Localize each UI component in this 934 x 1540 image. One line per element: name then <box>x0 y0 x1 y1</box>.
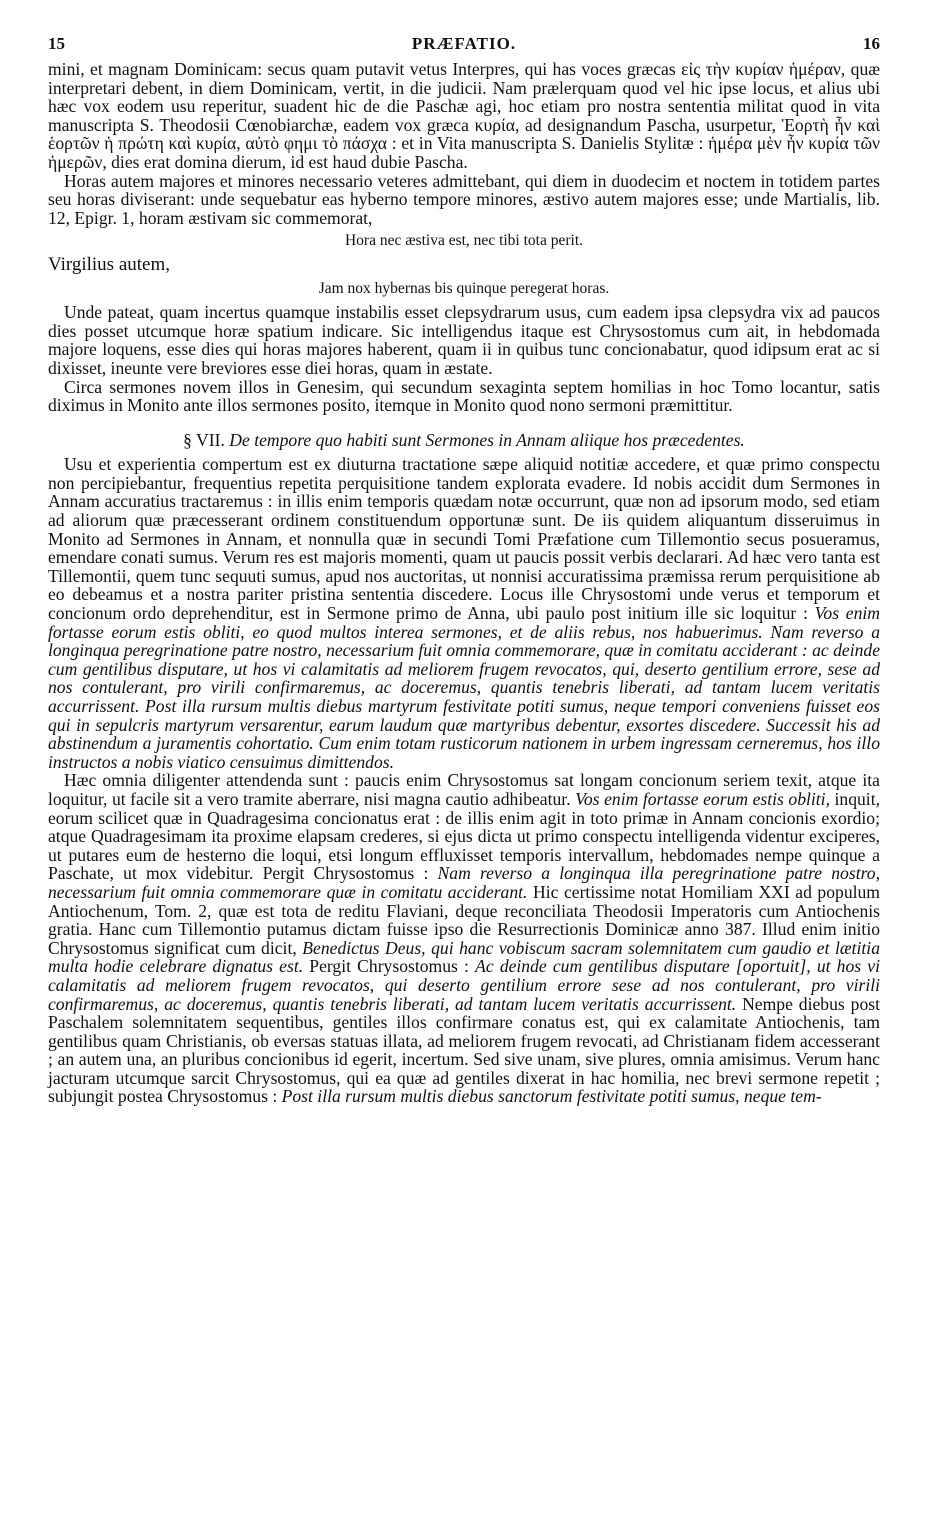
body-text <box>48 60 880 1106</box>
running-title: PRÆFATIO. <box>411 34 517 53</box>
paragraph-5 <box>48 455 880 771</box>
paragraph-4: Circa sermones novem illos in Genesim, qui secundum sexaginta septem homilias in hoc Tomo locantur, satis diximus in Monito ante illos sermones posito, itemque in Monito quod nono sermoni præmittitur. <box>48 376 880 416</box>
paragraph-1: mini, et magnam Dominicam: secus quam putavit vetus Interpres, qui has voces græcas εἰς τὴν κυρίαν ἡμέραν, quæ interpretari debent, in diem Dominicam, vertit, in die judicii. Nam prælerquam quod vel hic ipse locus, et alius ubi hæc vox eodem usu reperitur, suadent hic de die Paschæ agi, hoc etiam pro nostra sententia militat quod in vita manuscripta S. Theodosii Cœnobiarchæ, eadem vox græca κυρία, ad designandum Pascha, usurpetur, Ἑορτὴ ἦν καὶ ἑορτῶν ἡ πρώτη καὶ κυρία, αὐτὸ φημι τὸ πάσχα : et in Vita manuscripta S. Danielis Stylitæ : ἡμέρα μὲν ἦν κυρία τῶν ἡμερῶν, dies erat domina dierum, id est haud dubie Pascha. <box>48 59 880 172</box>
section-title-text: De tempore quo habiti sunt Sermones in Annam aliique hos præcedentes. <box>229 429 745 450</box>
paragraph-6-text-b: inquit, eorum scilicet quæ in Quadragesima concionatus erat : de illis enim agit in toto primæ in Annam concionis exordio; atque Quadragesimam ita proxime elapsam crederes, si ejus dicta ut primo conspectu intelligenda videntur exciperes, ut putares eum de hesterno die loqui, etsi longum effluxisset temporis intervallum, hebdomades nempe quinque a Paschate, ut mox videbitur. Pergit Chrysostomus : <box>48 788 880 884</box>
page-number-left: 15 <box>48 34 65 53</box>
quote-5: Ac deinde cum gentilibus disputare [oportuit], ut hos vi calamitatis ad meliorem frugem revocatos, qui deserto gentilium errore sese ad nos contulerant, pro virili confirmaremus, ac doceremus, quantis tenebris liberati, ad tantam lucem veritatis accurrissent. <box>48 956 880 1014</box>
quote-6: Post illa rursum multis diebus sanctorum festivitate potiti sumus, neque tem- <box>281 1086 822 1107</box>
quote-4: Benedictus Deus, qui hanc vobiscum sacram solemnitatem cum gaudio et lætitia multa hodie celebrare dignatus est. <box>48 937 880 977</box>
verse-virgil: Jam nox hybernas bis quinque peregerat horas. <box>318 279 610 297</box>
paragraph-3: Unde pateat, quam incertus quamque instabilis esset clepsydrarum usus, cum eadem ipsa clepsydra vix ad paucos dies posset utcumque horæ spatium indicare. Sic intelligendus itaque est Chrysostomus cum ait, in hebdomada majore loquens, esse dies qui horas majores haberent, quam ii in quibus tunc concionabatur, quod idipsum erat ac si dixisset, ineunte vere breviores esse diei horas, quam in æstate. <box>48 302 880 378</box>
paragraph-6-text-d: Pergit Chrysostomus : <box>309 956 469 977</box>
verse-martial: Hora nec æstiva est, nec tibi tota perit. <box>344 232 584 250</box>
paragraph-2: Horas autem majores et minores necessario veteres admittebant, qui diem in duodecim et noctem in totidem partes seu horas diviserant: unde sequebatur eas hyberno tempore minores, æstivo autem majores esse; unde Martialis, lib. 12, Epigr. 1, horam æstivam sic commemorat, <box>48 170 880 228</box>
paragraph-6-text-a: Hæc omnia diligenter attendenda sunt : paucis enim Chrysostomus sat longam concionum seriem texit, atque ita loquitur, ut facile sit a vero tramite aberrare, nisi magna cautio adhibeatur. <box>48 770 880 809</box>
section-number: § VII. <box>183 429 225 450</box>
paragraph-6-text-e: Nempe diebus post Paschalem solemnitatem sequentibus, gentiles illos confirmare conatus est, qui ex calamitate Antiochenis, tam gentilibus quam Christianis, ob eversas statuas illata, ad meliorem frugem revocati, ad Christianam fidem accesserant ; an autem una, an pluribus concionibus id egerit, incertum. Sed sive unam, sive plures, omnia amisimus. Verum hanc jacturam utcumque sarcit Chrysostomus, qui ea quæ ad gentiles dixerat in hac homilia, nec brevi sermone repetit ; subjungit postea Chrysostomus : <box>48 993 880 1107</box>
quote-1: Vos enim fortasse eorum estis obliti, eo quod multos interea sermones, et de aliis rebus, nos habuerimus. Nam reverso a longinqua peregrinatione patre nostro, necessarium fuit omnia commemorare, quæ in comitatu acciderant : ac deinde cum gentilibus disputare, ut hos vi calamitatis ad meliorem frugem revocatos, qui, deserto gentilium errore, sese ad nos contulerant, pro virili confirmaremus, ac doceremus, quantis tenebris liberati, ad tantam lucem veritatis accurrissent. Post illa rursum multis diebus martyrum festivitate potiti sumus, neque tempori conveniens fuisset eos qui in sepulcris martyrum versarentur, earum laudum quæ martyribus debentur, exsortes discedere. Successit his ad abstinendum a juramentis cohortatio. Cum enim totam rusticorum nationem in urbem ingressam cerneremus, hos illo instructos a nobis viatico censuimus dimittendos. <box>48 603 880 772</box>
paragraph-6-text-c: Hic certissime notat Homiliam XXI ad populum Antiochenum, Tom. 2, quæ est tota de reditu Flaviani, deque reconciliata Theodosii Imperatoris cum Antiochenis gratia. Hanc cum Tillemontio putamus dictam fuisse ipso die Resurrectionis Dominicæ anno 387. Illud enim initio Chrysostomus significat cum dicit, <box>48 881 880 958</box>
quote-2: Vos enim fortasse eorum estis obliti, <box>575 788 830 809</box>
paragraph-6 <box>48 771 880 1106</box>
section-heading <box>48 431 880 450</box>
virgil-intro: Virgilius autem, <box>48 253 170 275</box>
page-number-right: 16 <box>863 34 880 53</box>
quote-3: Nam reverso a longinqua illa peregrinatione patre nostro, necessarium fuit omnia commemorare quæ in comitatu acciderant. <box>48 863 880 902</box>
paragraph-5-text: Usu et experientia compertum est ex diuturna tractatione sæpe aliquid notitiæ accedere, et quæ primo conspectu non percipiebantur, frequentius repetita perquisitione tandem explorata evadere. Id nobis accidit dum Sermones in Annam accuratius tractaremus : in illis enim temporis quædam notæ occurrunt, quæ non ad ipsorum modo, sed etiam ad aliorum quæ præcesserant ordinem constituendum opportunæ sunt. De iis quidem aliquantum disseruimus in Monito ad Sermones in Annam, et nonnulla quæ in secundi Tomi Præfatione cum Tillemontio secus posueramus, emendare conati sumus. Verum res est majoris momenti, quam ut paucis possit verbis declarari. Ad hæc vero tanta est Tillemontii, quem tunc sequuti sumus, apud nos auctoritas, ut nonnisi accuratissima præmissa rerum perquisitione ab eo debeamus et a nostra pariter pristina sententia discedere. Locus ille Chrysostomi unde verus et temporum et concionum ordo deprehenditur, est in Sermone primo de Anna, ubi paulo post initium ille sic loquitur : <box>48 454 880 624</box>
running-head <box>48 34 880 56</box>
